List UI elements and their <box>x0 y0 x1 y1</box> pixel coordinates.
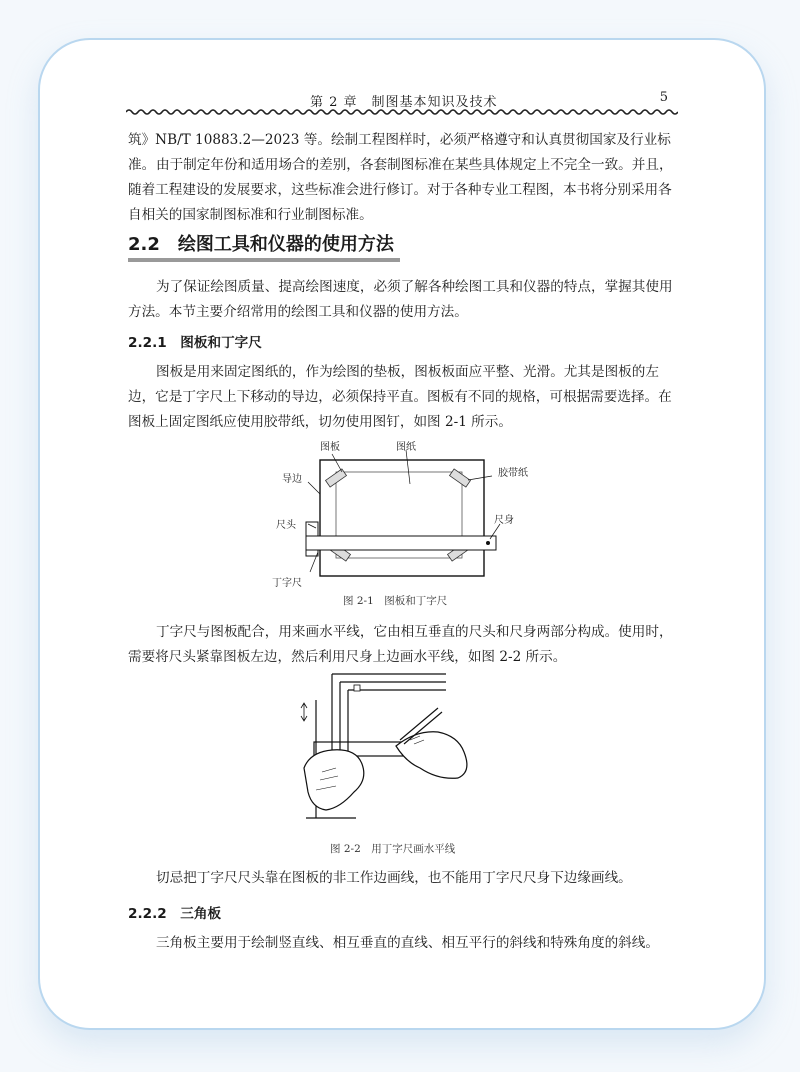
label-board: 图板 <box>320 442 340 453</box>
subsection-2-2-1: 2.2.1 图板和丁字尺 <box>128 335 262 351</box>
label-t-square: 丁字尺 <box>272 578 302 589</box>
paragraph-2: 由于制定年份和适用场合的差别，各套制图标准在某些具体规定上不完全一致。并且，随着工程建设的发展要求，这些标准会进行修订。对于各种专业工程图，本书将分别采用各自相关的国家制图标准和行业制图标准。 <box>128 157 673 223</box>
figure-2-2-caption: 图 2-2 用丁字尺画水平线 <box>330 843 456 855</box>
paragraph-6: 切忌把丁字尺尺头靠在图板的非工作边画线，也不能用丁字尺尺身下边缘画线。 <box>156 870 632 886</box>
label-paper: 图纸 <box>396 442 416 453</box>
label-ruler-body: 尺身 <box>494 515 514 526</box>
paragraph-3: 为了保证绘图质量、提高绘图速度，必须了解各种绘图工具和仪器的特点，掌握其使用方法。本节主要介绍常用的绘图工具和仪器的使用方法。 <box>128 279 673 320</box>
section-underline <box>128 258 400 262</box>
paragraph-5: 丁字尺与图板配合，用来画水平线，它由相互垂直的尺头和尺身两部分构成。使用时，需要将尺头紧靠图板左边，然后利用尺身上边画水平线，如图 2-2 所示。 <box>128 624 673 665</box>
subsection-2-2-2: 2.2.2 三角板 <box>128 906 222 922</box>
paragraph-7: 三角板主要用于绘制竖直线、相互垂直的直线、相互平行的斜线和特殊角度的斜线。 <box>156 935 659 951</box>
chapter-title: 第 2 章 制图基本知识及技术 <box>310 95 498 110</box>
figure-2-1-caption: 图 2-1 图板和丁字尺 <box>343 595 448 607</box>
label-tape: 胶带纸 <box>498 468 528 479</box>
label-guide-edge: 导边 <box>282 474 302 485</box>
paragraph-4: 图板是用来固定图纸的，作为绘图的垫板，图板板面应平整、光滑。尤其是图板的左边，它是丁字尺上下移动的导边，必须保持平直。图板有不同的规格，可根据需要选择。在图板上固定图纸应使用胶带纸，切勿使用图钉，如图 2-1 所示。 <box>128 364 672 430</box>
label-ruler-head: 尺头 <box>276 520 296 531</box>
running-header <box>126 89 676 109</box>
section-title: 2.2 绘图工具和仪器的使用方法 <box>128 234 394 255</box>
page-number: 5 <box>659 90 668 105</box>
figure-2-1-drawing <box>270 436 530 586</box>
paragraph-1: 筑》NB/T 10883.2—2023 等。绘制工程图样时，必须严格遵守和认真贯彻国家及行业标准。 <box>128 132 671 173</box>
figure-2-2-drawing <box>296 668 506 834</box>
header-wavy-rule <box>126 108 678 116</box>
